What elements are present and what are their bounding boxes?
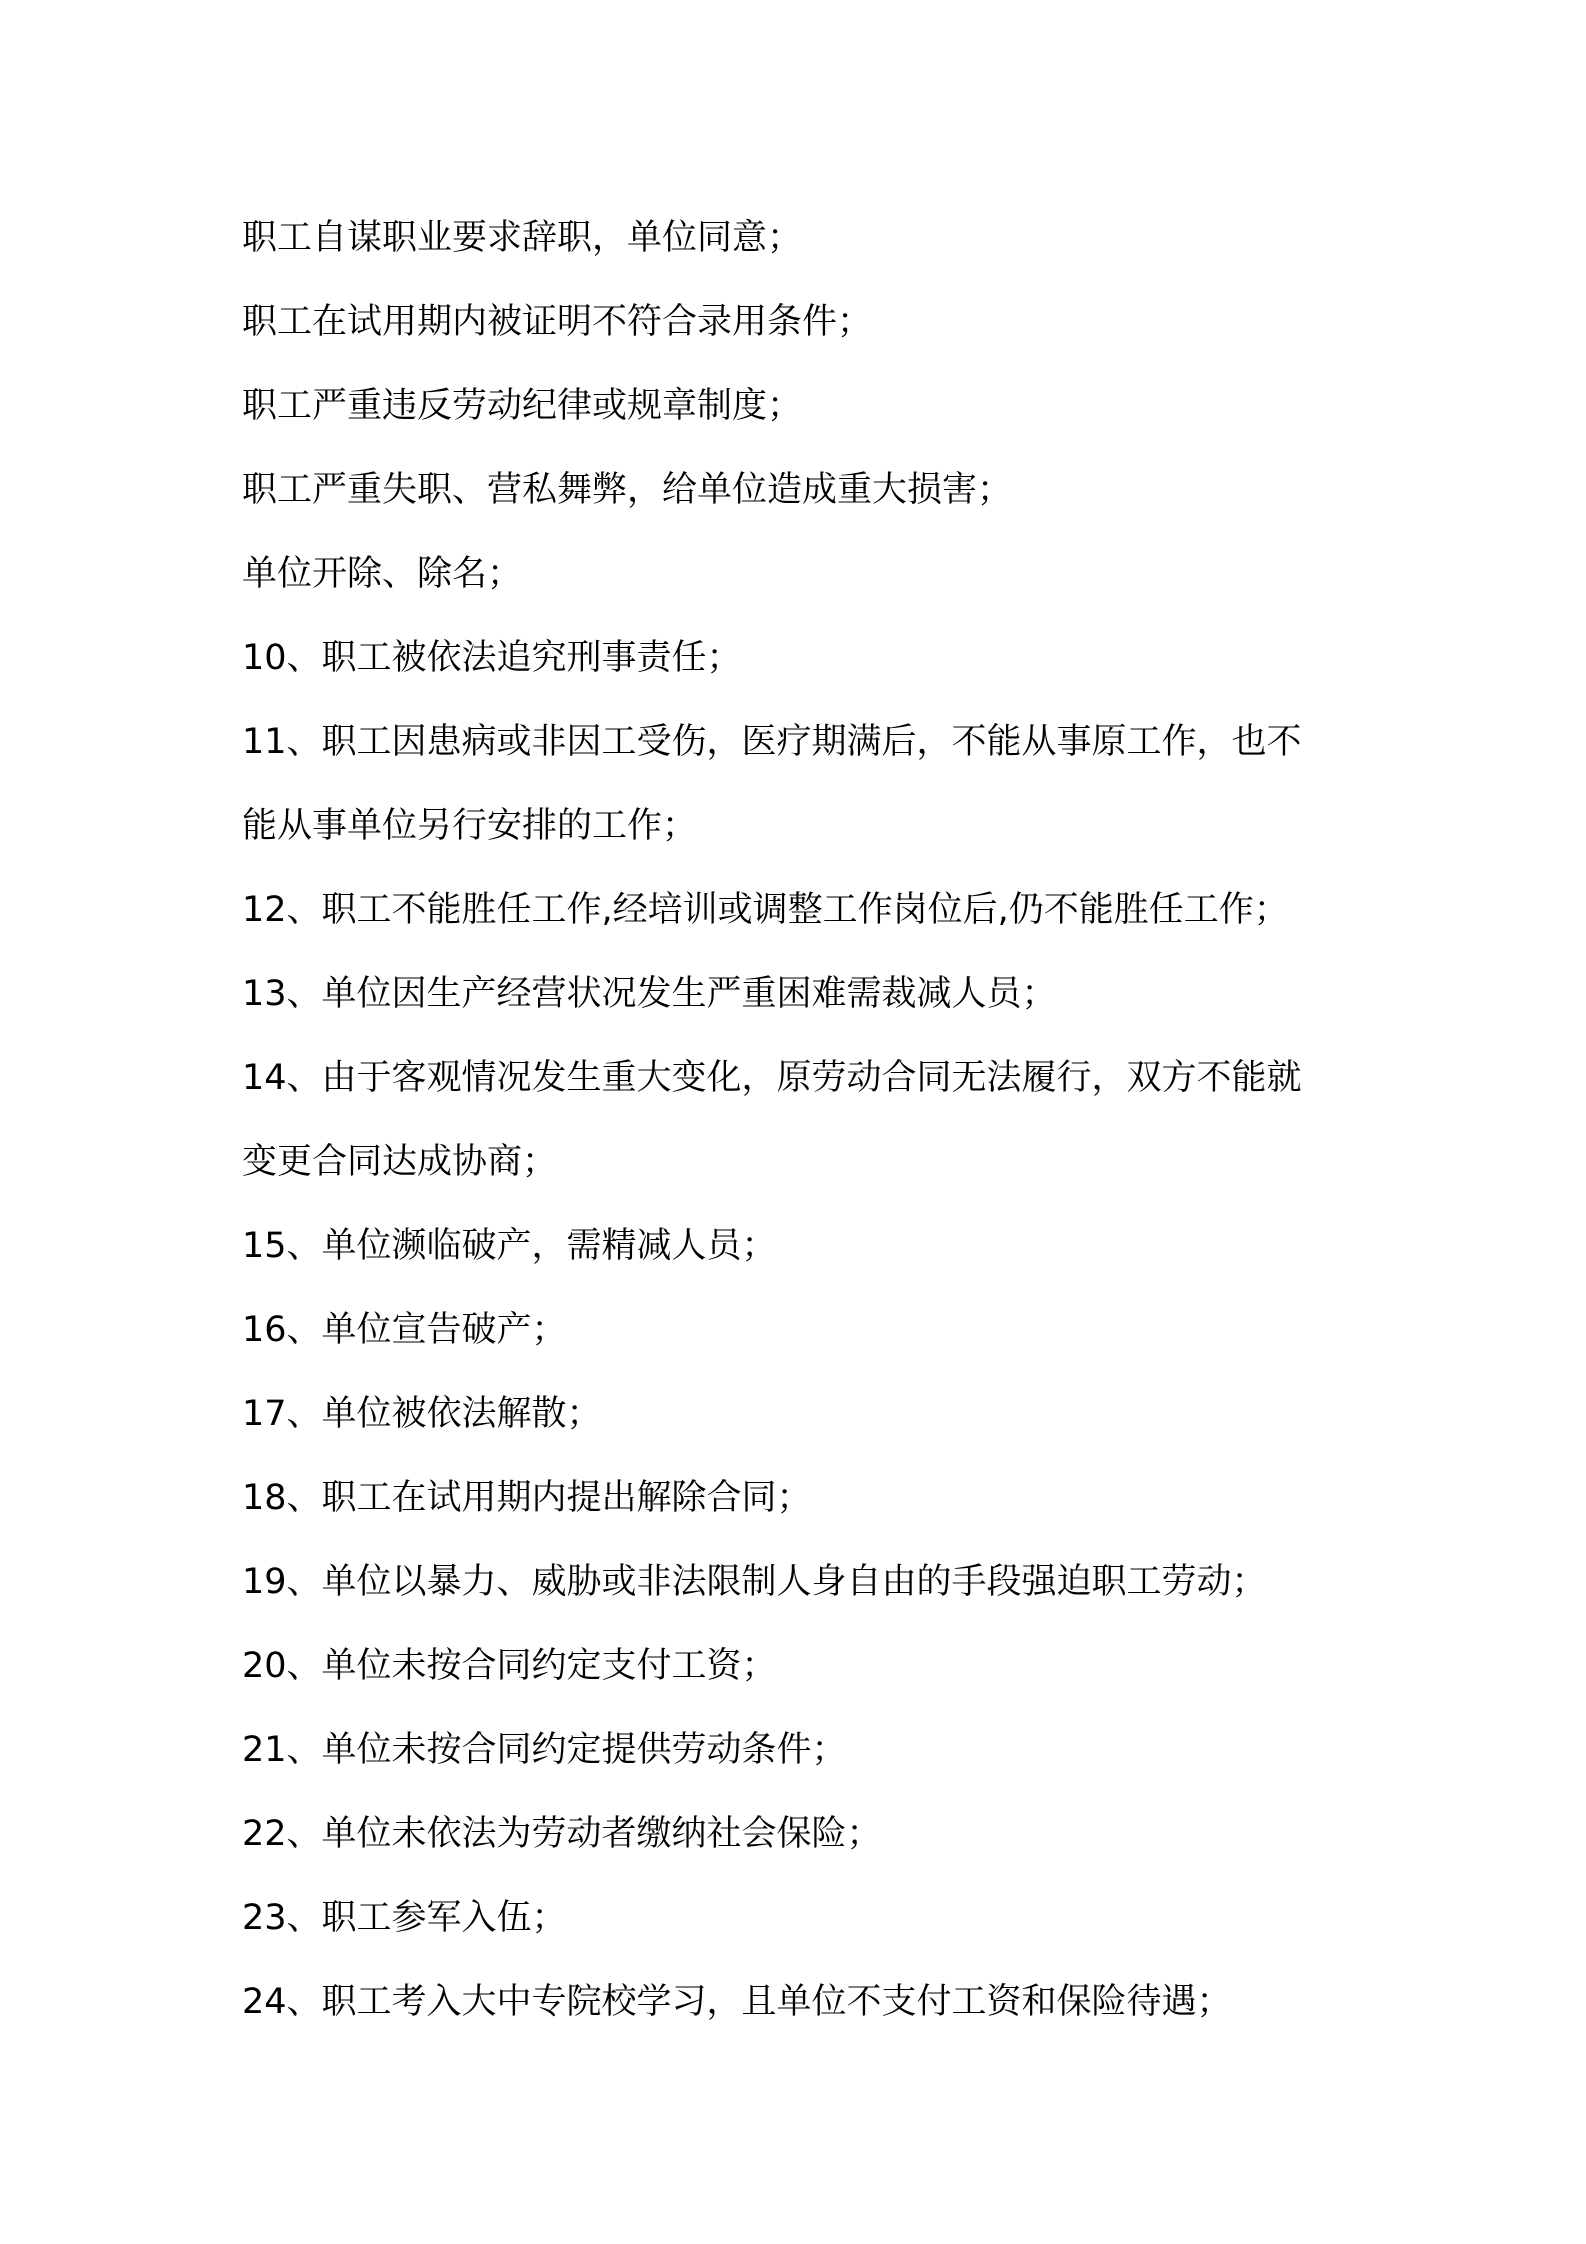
text-line: 职工在试用期内被证明不符合录用条件； [242,302,873,342]
text-line: 职工自谋职业要求辞职，单位同意； [242,218,803,258]
text-line: 14、由于客观情况发生重大变化，原劳动合同无法履行，双方不能就 [242,1058,1302,1098]
document-body [242,196,1362,2044]
text-line: 20、单位未按合同约定支付工资； [242,1646,777,1686]
text-line: 13、单位因生产经营状况发生严重困难需裁减人员； [242,974,1057,1014]
text-line: 12、职工不能胜任工作,经培训或调整工作岗位后,仍不能胜任工作； [242,890,1289,930]
text-line: 职工严重失职、营私舞弊，给单位造成重大损害； [242,470,1013,510]
text-line: 17、单位被依法解散； [242,1394,602,1434]
text-line: 单位开除、除名； [242,554,523,594]
text-line: 23、职工参军入伍； [242,1898,567,1938]
text-line: 18、职工在试用期内提出解除合同； [242,1478,812,1518]
text-line: 24、职工考入大中专院校学习，且单位不支付工资和保险待遇； [242,1982,1232,2022]
text-line: 16、单位宣告破产； [242,1310,567,1350]
text-line: 变更合同达成协商； [242,1142,558,1182]
text-line: 11、职工因患病或非因工受伤，医疗期满后，不能从事原工作，也不 [242,722,1302,762]
text-line: 10、职工被依法追究刑事责任； [242,638,742,678]
text-line: 15、单位濒临破产，需精减人员； [242,1226,777,1266]
text-line: 22、单位未依法为劳动者缴纳社会保险； [242,1814,882,1854]
text-line: 能从事单位另行安排的工作； [242,806,698,846]
text-line: 19、单位以暴力、威胁或非法限制人身自由的手段强迫职工劳动； [242,1562,1267,1602]
text-line: 21、单位未按合同约定提供劳动条件； [242,1730,847,1770]
text-line: 职工严重违反劳动纪律或规章制度； [242,386,803,426]
